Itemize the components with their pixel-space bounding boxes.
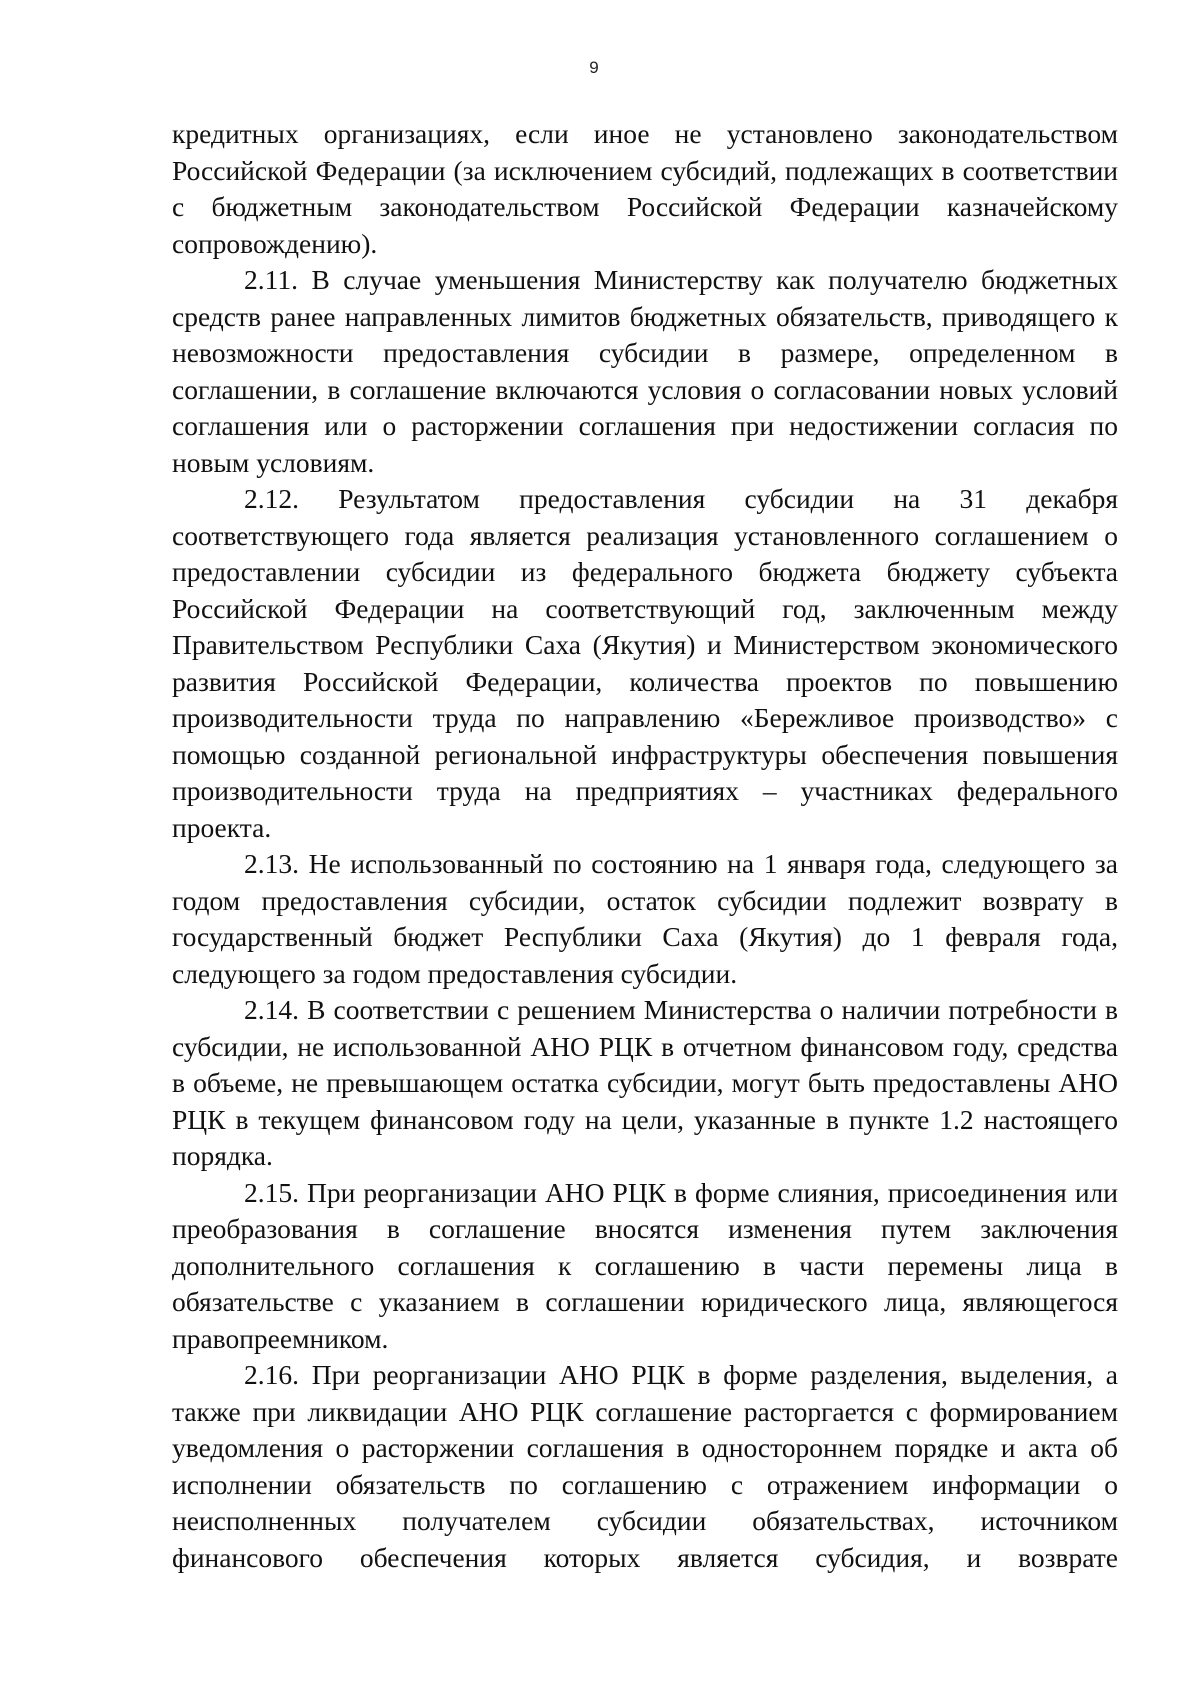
page-number: 9: [589, 58, 599, 77]
document-body: [172, 116, 1118, 1576]
paragraph-2-15: 2.15. При реорганизации АНО РЦК в форме слияния, присоединения или преобразования в соглашение вносятся изменения путем заключения дополнительного соглашения к соглашению в части перемены лица в обязательстве с указанием в соглашении юридического лица, являющегося правопреемником.: [172, 1176, 1118, 1354]
paragraph-2-11: 2.11. В случае уменьшения Министерству как получателю бюджетных средств ранее направленных лимитов бюджетных обязательств, приводящего к невозможности предоставления субсидии в размере, определенном в соглашении, в соглашение включаются условия о согласовании новых условий соглашения или о расторжении соглашения при недостижении согласия по новым условиям.: [172, 264, 1118, 478]
paragraph-2-16: 2.16. При реорганизации АНО РЦК в форме разделения, выделения, а также при ликвидации АНО РЦК соглашение расторгается с формированием уведомления о расторжении соглашения в одностороннем порядке и акта об исполнении обязательств по соглашению с отражением информации о неисполненных получателем субсидии обязательствах, источником финансового обеспечения которых является субсидия, и возврате: [172, 1359, 1118, 1573]
paragraph-2-13: 2.13. Не использованный по состоянию на 1 января года, следующего за годом предоставления субсидии, остаток субсидии подлежит возврату в государственный бюджет Республики Саха (Якутия) до 1 февраля года, следующего за годом предоставления субсидии.: [172, 848, 1118, 989]
paragraph-2-14: 2.14. В соответствии с решением Министерства о наличии потребности в субсидии, не использованной АНО РЦК в отчетном финансовом году, средства в объеме, не превышающем остатка субсидии, могут быть предоставлены АНО РЦК в текущем финансовом году на цели, указанные в пункте 1.2 настоящего порядка.: [172, 994, 1118, 1171]
paragraph-continuation: кредитных организациях, если иное не установлено законодательством Российской Федерации (за исключением субсидий, подлежащих в соответствии с бюджетным законодательством Российской Федерации казначейскому сопровождению).: [172, 118, 1118, 259]
paragraph-2-12: 2.12. Результатом предоставления субсидии на 31 декабря соответствующего года является реализация установленного соглашением о предоставлении субсидии из федерального бюджета бюджету субъекта Российской Федерации на соответствующий год, заключенным между Правительством Республики Саха (Якутия) и Министерством экономического развития Российской Федерации, количества проектов по повышению производительности труда по направлению «Бережливое производство» с помощью созданной региональной инфраструктуры обеспечения повышения производительности труда на предприятиях – участниках федерального проекта.: [172, 483, 1118, 843]
